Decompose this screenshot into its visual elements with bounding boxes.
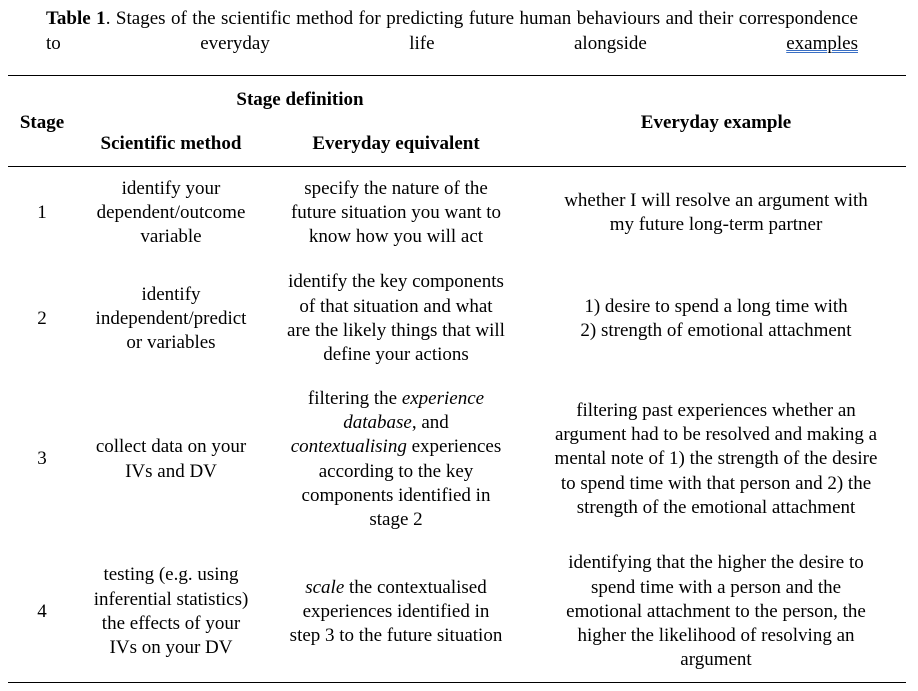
header-stage-definition: Stage definition (236, 89, 364, 110)
row-2-everyday-example (528, 270, 904, 368)
header-everyday-equivalent: Everyday equivalent (312, 133, 480, 154)
row-2-stage: 2 (37, 307, 47, 329)
text-line: stage 2 (369, 509, 423, 531)
row-3-scientific-method (80, 386, 262, 533)
text-line: IVs on your DV (109, 637, 233, 659)
header-stage: Stage (19, 112, 65, 133)
row-4-everyday-example (528, 550, 904, 674)
text-line (343, 411, 449, 435)
text-run: , and (411, 411, 449, 433)
text-line: mental note of 1) the strength of the desire (554, 448, 878, 470)
text-line: identifying that the higher the desire to (568, 552, 864, 574)
text-line: step 3 to the future situation (289, 625, 503, 647)
row-1-everyday-example (528, 176, 904, 250)
row-3-everyday-example (528, 386, 904, 533)
text-line: future situation you want to (290, 201, 502, 223)
caption-link-word: examples (786, 33, 858, 54)
text-line: dependent/outcome (96, 201, 246, 223)
text-run: experiences (406, 436, 502, 458)
text-line: variable (140, 226, 202, 248)
text-line: know how you will act (308, 226, 484, 248)
header-bottom-rule (8, 166, 906, 167)
text-line: experiences identified in (302, 600, 490, 622)
table-caption (46, 6, 858, 81)
text-line: emotional attachment to the person, the (566, 600, 866, 622)
text-line: independent/predict (95, 307, 247, 329)
text-line: argument (680, 649, 752, 671)
row-1-scientific-method (80, 176, 262, 250)
text-line: spend time with a person and the (590, 576, 842, 598)
text-line: IVs and DV (125, 460, 217, 482)
caption-text: . Stages of the scientific method for predicting future human behaviours and their correspondence to everyday life alongside (46, 8, 858, 54)
italic-term: experience (401, 387, 485, 409)
text-run: filtering the (307, 387, 402, 409)
text-line (308, 387, 484, 411)
text-line: according to the key (318, 460, 474, 482)
text-line: specify the nature of the (304, 177, 488, 199)
row-1-stage: 1 (37, 201, 47, 223)
text-line: identify the key components (288, 271, 504, 293)
text-line: are the likely things that will (287, 320, 505, 341)
text-line: whether I will resolve an argument with (564, 189, 868, 211)
row-4-scientific-method (80, 550, 262, 674)
row-3-everyday-equivalent (270, 386, 522, 533)
text-line: filtering past experiences whether an (576, 399, 856, 421)
text-line: strength of the emotional attachment (576, 496, 856, 518)
italic-term: contextualising (290, 436, 407, 458)
header-scientific-method: Scientific method (100, 133, 242, 154)
text-line: argument had to be resolved and making a (554, 424, 878, 446)
row-2-scientific-method (80, 270, 262, 368)
text-line: my future long-term partner (609, 214, 823, 235)
row-2-everyday-equivalent (270, 270, 522, 368)
header-everyday-example: Everyday example (640, 112, 792, 133)
text-line: or variables (126, 332, 216, 354)
text-line: components identified in (301, 484, 491, 506)
text-line: 1) desire to spend a long time with (584, 295, 848, 317)
italic-term: scale (305, 576, 345, 598)
text-line: testing (e.g. using (103, 564, 239, 586)
table-bottom-rule (8, 682, 906, 683)
text-line: identify (141, 283, 201, 305)
text-line: identify your (121, 177, 221, 199)
text-line: 2) strength of emotional attachment (580, 320, 852, 341)
text-line (291, 435, 502, 459)
row-3-stage: 3 (37, 448, 47, 470)
text-run: the contextualised (344, 576, 487, 598)
text-line: the effects of your (101, 613, 241, 634)
text-line: collect data on your (95, 436, 247, 458)
italic-term: database (343, 411, 412, 433)
row-4-everyday-equivalent (270, 550, 522, 674)
text-line: define your actions (323, 344, 469, 366)
text-line: of that situation and what (299, 295, 493, 317)
row-1-everyday-equivalent (270, 176, 522, 250)
text-line: inferential statistics) (93, 588, 249, 610)
table-top-rule (8, 75, 906, 76)
table-label: Table 1 (46, 8, 106, 29)
text-line (305, 576, 487, 600)
text-line: higher the likelihood of resolving an (577, 625, 855, 647)
text-line: to spend time with that person and 2) the (560, 472, 872, 494)
row-4-stage: 4 (37, 600, 47, 622)
